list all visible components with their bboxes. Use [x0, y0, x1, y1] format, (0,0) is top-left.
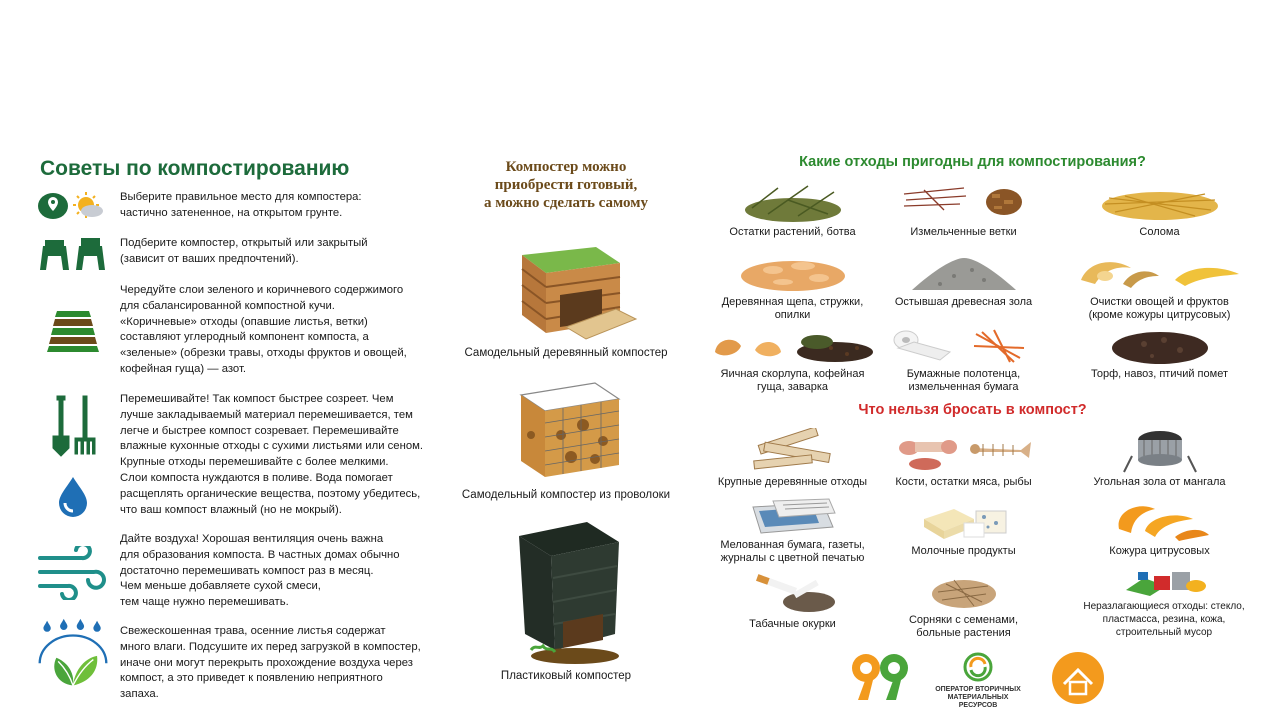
water-drop-icon [36, 475, 110, 519]
plastic-composter-caption: Пластиковый компостер [500, 670, 632, 682]
caption: Неразлагающиеся отходы: стекло, пластмасса, резина, кожа, строительный мусор [1083, 601, 1245, 638]
citrus-peel-icon [1072, 497, 1247, 543]
tip-text: Выберите правильное место для компостера: частично затененное, на открытом грунте. [120, 191, 362, 219]
forbidden-item [705, 497, 880, 565]
suitable-item [876, 180, 1051, 239]
caption: Торф, навоз, птичий помет [1091, 368, 1228, 380]
suitable-item [1072, 180, 1247, 239]
wire-composter-icon [491, 375, 641, 485]
plant-residue-icon [705, 180, 880, 224]
composters-title: Компостер можно приобрести готовый, а можно сделать самому [484, 159, 648, 211]
tips-title: Советы по компостированию [40, 157, 350, 180]
wire-composter-caption: Самодельный компостер из проволоки [461, 489, 671, 501]
caption: Остывшая древесная зола [894, 296, 1033, 308]
peat-manure-icon [1072, 322, 1247, 366]
caption: Угольная зола от мангала [1093, 476, 1226, 488]
tip-text: Перемешивайте! Так компост быстрее созреет. Чем лучше закладываемый материал перемешивается, тем легче и быстрее компост созревает. Перемешивайте влажные кухонные отходы с сухими листьями или сеном. Крупные отходы перемешивайте с более мелкими. [120, 393, 424, 469]
caption: Сорняки с семенами, больные растения [908, 614, 1019, 639]
suitable-title: Какие отходы пригодны для компостирования? [799, 154, 1146, 170]
dairy-icon [876, 497, 1051, 543]
logos [848, 648, 1118, 708]
cigarette-butts-icon [705, 568, 880, 616]
forbidden-item [876, 568, 1051, 640]
tip-text: Дайте воздуха! Хорошая вентиляция очень важна для образования компоста. В частных домах обычно достаточно перемешивать компост раз в месяц. Чем меньше добавляете сухой смеси, тем чаще нужно перемешивать. [120, 533, 400, 609]
caption: Мелованная бумага, газеты, журналы с цветной печатью [720, 539, 865, 564]
caption: Солома [1139, 226, 1180, 238]
caption: Кожура цитрусовых [1109, 545, 1210, 557]
operator-logo-text: ОПЕРАТОР ВТОРИЧНЫХ МАТЕРИАЛЬНЫХ РЕСУРСОВ [935, 686, 1021, 709]
shovel-rake-icon [36, 392, 110, 458]
caption: Бумажные полотенца, измельченная бумага [906, 368, 1021, 393]
ninety-nine-logo-icon [848, 652, 914, 702]
grill-coal-icon [1072, 428, 1247, 474]
glossy-paper-icon [705, 497, 880, 537]
caption: Молочные продукты [911, 545, 1016, 557]
caption: Крупные деревянные отходы [717, 476, 868, 488]
wind-icon [36, 546, 110, 600]
chopped-branches-icon [876, 180, 1051, 224]
wooden-composter-icon [486, 233, 646, 343]
non-degradable-icon [1072, 568, 1256, 598]
tip-text: Подберите компостер, открытый или закрытый (зависит от ваших предпочтений). [120, 237, 368, 265]
forbidden-item [705, 568, 880, 631]
plastic-composter [448, 518, 684, 682]
forbidden-item [1072, 568, 1256, 639]
caption: Измельченные ветки [910, 226, 1017, 238]
weeds-icon [876, 568, 1051, 612]
suitable-item [705, 322, 880, 394]
caption: Очистки овощей и фруктов (кроме кожуры цитрусовых) [1088, 296, 1231, 321]
operator-logo-icon [963, 652, 993, 682]
suitable-item [705, 180, 880, 239]
forbidden-item [1072, 497, 1247, 558]
wooden-composter-caption: Самодельный деревянный компостер [464, 347, 668, 359]
straw-icon [1072, 180, 1247, 224]
caption: Яичная скорлупа, кофейная гуща, заварка [720, 368, 865, 393]
suitable-item [876, 322, 1051, 394]
forbidden-item [876, 428, 1051, 489]
eggshell-coffee-icon [705, 322, 880, 366]
tip-text: Свежескошенная трава, осенние листья содержат много влаги. Подсушите их перед загрузкой в компостер, иначе они могут перекрыть прохождение воздуха через компост, а это приведет к появлению неприятного запаха. [120, 625, 421, 701]
large-wood-icon [705, 428, 880, 474]
forbidden-item [1072, 428, 1247, 489]
caption: Табачные окурки [749, 618, 836, 630]
suitable-item [1072, 322, 1247, 381]
housing-logo-icon [1050, 650, 1106, 706]
tip-text: Слои компоста нуждаются в поливе. Вода помогает расщеплять органические вещества, поэтому убедитесь, что ваш компост влажный (но не мокрый). [120, 472, 421, 516]
forbidden-title: Что нельзя бросать в компост? [858, 402, 1087, 418]
tip-text: Чередуйте слои зеленого и коричневого содержимого для сбалансированной компостной кучи. «Коричневые» отходы (опавшие листья, ветки) составляют углеродный компонент компоста, а «зеленые» (обрезки травы, отходы фруктов и овощей, кофейная гуща) — азот. [120, 284, 407, 375]
forbidden-item [876, 497, 1051, 558]
location-sun-icon [36, 190, 110, 222]
caption: Остатки растений, ботва [729, 226, 856, 238]
suitable-item [876, 250, 1051, 309]
paper-towels-icon [876, 322, 1051, 366]
plastic-composter-icon [491, 518, 641, 666]
wood-ash-icon [876, 250, 1051, 294]
layers-icon [36, 309, 110, 353]
caption: Деревянная щепа, стружки, опилки [721, 296, 864, 321]
leaves-drops-icon [36, 614, 110, 694]
bones-fish-icon [876, 428, 1051, 474]
suitable-item [1072, 250, 1247, 322]
caption: Кости, остатки мяса, рыбы [895, 476, 1032, 488]
forbidden-item [705, 428, 880, 489]
wooden-composter [448, 233, 684, 359]
peels-icon [1072, 250, 1247, 294]
wire-composter [448, 375, 684, 501]
composter-bins-icon [36, 236, 110, 272]
wood-chips-icon [705, 250, 880, 294]
suitable-item [705, 250, 880, 322]
